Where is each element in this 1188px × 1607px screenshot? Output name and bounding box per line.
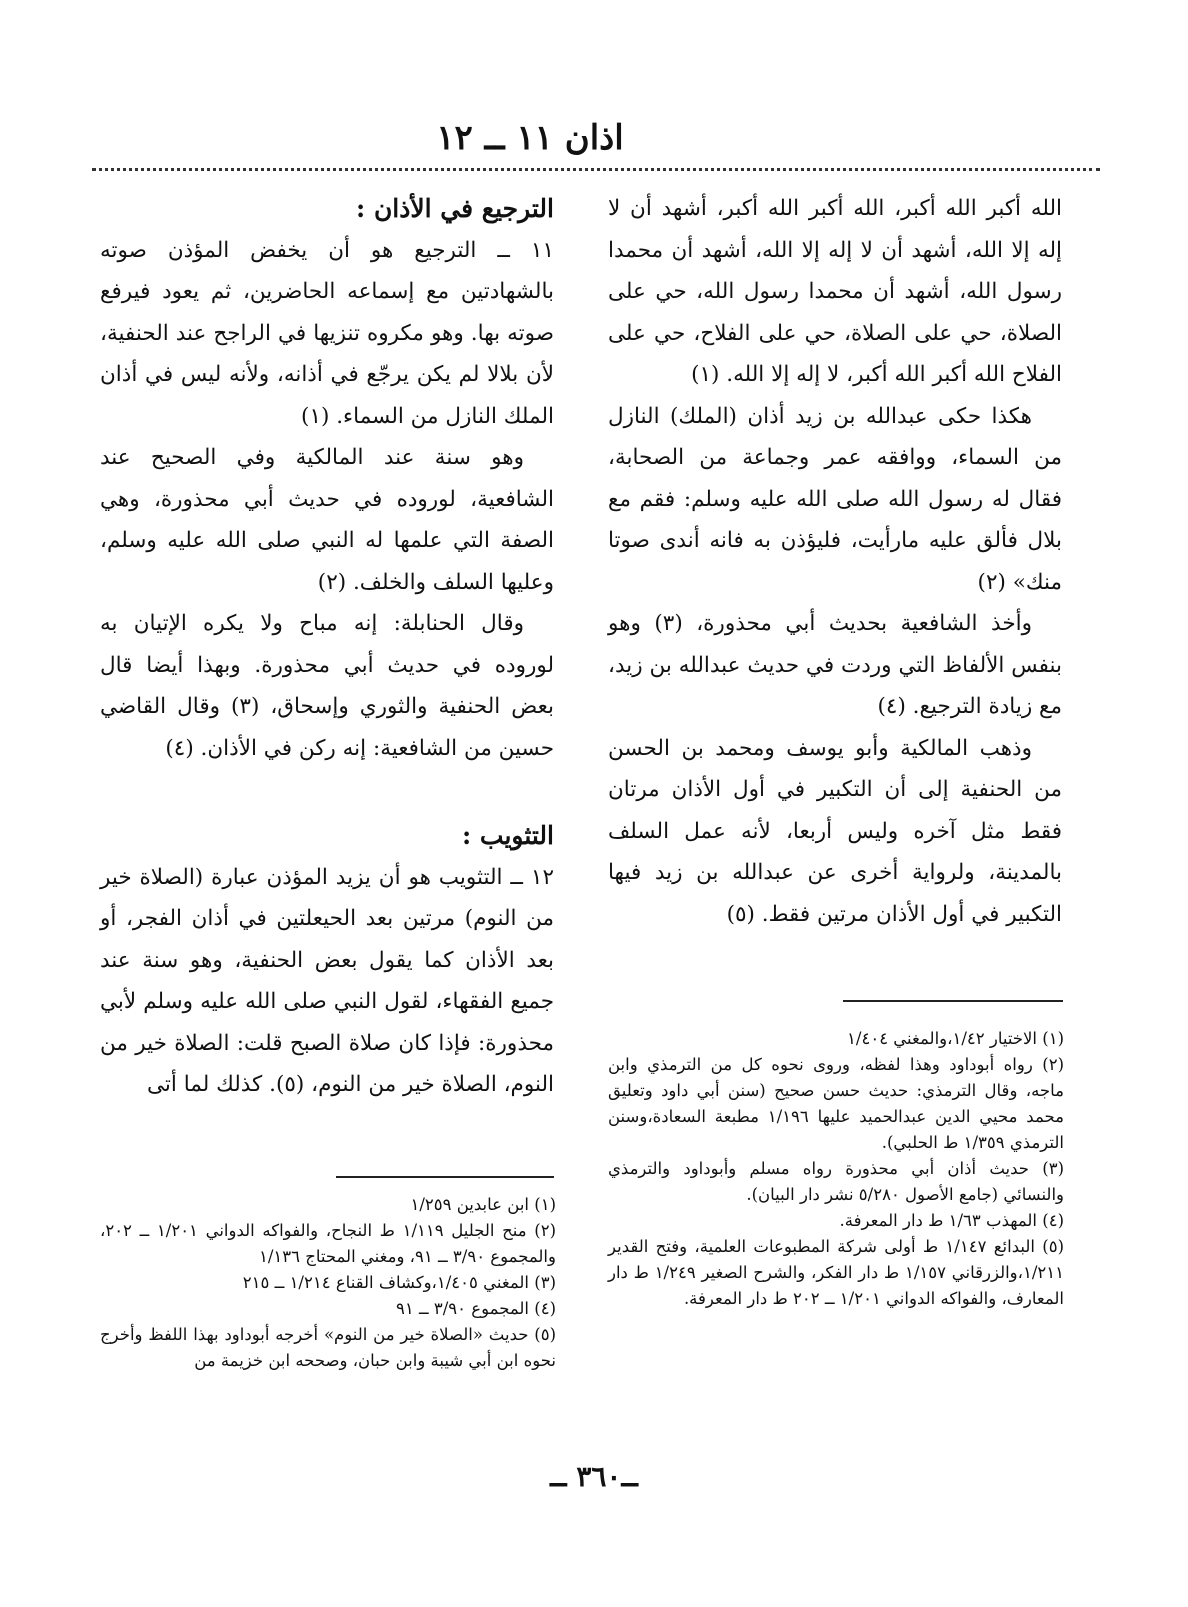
section-heading-tarji: الترجيع في الأذان : xyxy=(356,194,554,223)
footnotes-left xyxy=(100,1192,556,1374)
footnote: (٣) حديث أذان أبي محذورة رواه مسلم وأبوداود والترمذي والنسائي (جامع الأصول ٥/٢٨٠ نشر دار البيان). xyxy=(608,1159,1064,1204)
body-paragraph: ١٢ ــ التثويب هو أن يزيد المؤذن عبارة (الصلاة خير من النوم) مرتين بعد الحيعلتين في أذان الفجر، أو بعد الأذان كما يقول بعض الحنفية، وهو سنة عند جميع الفقهاء، لقول النبي صلى الله عليه وسلم لأبي محذورة: فإذا كان صلاة الصبح قلت: الصلاة خير من النوم، الصلاة خير من النوم، (٥). كذلك لما أتى xyxy=(100,864,554,1097)
footnote-rule xyxy=(843,1000,1063,1002)
body-paragraph: وأخذ الشافعية بحديث أبي محذورة، (٣) وهو بنفس الألفاظ التي وردت في حديث عبدالله بن زيد، مع زيادة الترجيع. (٤) xyxy=(608,611,1062,719)
body-paragraph: ١١ ــ الترجيع هو أن يخفض المؤذن صوته بالشهادتين مع إسماعه الحاضرين، ثم يعود فيرفع صوته بها. وهو مكروه تنزيها في الراجح عند الحنفية، لأن بلالا لم يكن يرجّع في أذانه، ولأنه ليس في أذان الملك النازل من السماء. (١) xyxy=(100,237,554,429)
footnote: (٤) المجموع ٣/٩٠ ــ ٩١ xyxy=(395,1299,556,1318)
footnotes-right xyxy=(608,1026,1064,1312)
footnote-rule xyxy=(336,1176,554,1178)
left-column xyxy=(100,188,554,1106)
body-paragraph: هكذا حكى عبدالله بن زيد أذان (الملك) النازل من السماء، ووافقه عمر وجماعة من الصحابة، فقال له رسول الله صلى الله عليه وسلم: فقم مع بلال فألق عليه مارأيت، فليؤذن به فانه أندى صوتا منك» (٢) xyxy=(608,403,1062,595)
body-paragraph: وهو سنة عند المالكية وفي الصحيح عند الشافعية، لوروده في حديث أبي محذورة، وهي الصفة التي علمها له النبي صلى الله عليه وسلم، وعليها السلف والخلف. (٢) xyxy=(100,445,554,595)
section-gap xyxy=(100,769,554,815)
body-paragraph: وذهب المالكية وأبو يوسف ومحمد بن الحسن من الحنفية إلى أن التكبير في أول الأذان مرتان فقط مثل آخره وليس أربعا، لأنه عمل السلف بالمدينة، ولرواية أخرى عن عبدالله بن زيد فيها التكبير في أول الأذان مرتين فقط. (٥) xyxy=(608,735,1062,927)
adhan-text-paragraph: الله أكبر الله أكبر، الله أكبر الله أكبر، أشهد أن لا إله إلا الله، أشهد أن لا إله إلا الله، أشهد أن محمدا رسول الله، أشهد أن محمدا رسول الله، حي على الصلاة، حي على الصلاة، حي على الفلاح، حي على الفلاح الله أكبر الله أكبر، لا إله إلا الله. (١) xyxy=(608,196,1062,387)
body-paragraph: وقال الحنابلة: إنه مباح ولا يكره الإتيان به لوروده في حديث أبي محذورة. وبهذا أيضا قال بعض الحنفية والثوري وإسحاق، (٣) وقال القاضي حسين من الشافعية: إنه ركن في الأذان. (٤) xyxy=(100,611,554,761)
footnote: (٤) المهذب ١/٦٣ ط دار المعرفة. xyxy=(839,1211,1064,1230)
footnote: (٥) البدائع ١/١٤٧ ط أولى شركة المطبوعات العلمية، وفتح القدير ١/٢١١،والزرقاني ١/١٥٧ ط دار الفكر، والشرح الصغير ١/٢٤٩ ط دار المعارف، والفواكه الدواني ١/٢٠١ ــ ٢٠٢ ط دار المعرفة. xyxy=(608,1237,1064,1308)
footnote: (٢) منح الجليل ١/١١٩ ط النجاح، والفواكه الدواني ١/٢٠١ ــ ٢٠٢، والمجموع ٣/٩٠ ــ ٩١، ومغني المحتاج ١/١٣٦ xyxy=(100,1221,557,1266)
section-heading-tathwib: التثويب : xyxy=(461,821,554,850)
right-column xyxy=(608,188,1062,935)
footnote: (٥) حديث «الصلاة خير من النوم» أخرجه أبوداود بهذا اللفظ وأخرج نحوه ابن أبي شيبة وابن حبان، وصححه ابن خزيمة من xyxy=(100,1325,556,1370)
footnote: (٣) المغني ١/٤٠٥،وكشاف القناع ١/٢١٤ ــ ٢١٥ xyxy=(242,1273,556,1292)
footnote: (٢) رواه أبوداود وهذا لفظه، وروى نحوه كل من الترمذي وابن ماجه، وقال الترمذي: حديث حسن صحيح (سنن أبي داود وتعليق محمد محيي الدين عبدالحميد عليها ١/١٩٦ مطبعة السعادة،وسنن الترمذي ١/٣٥٩ ط الحلبي). xyxy=(608,1055,1064,1152)
footnote: (١) ابن عابدين ١/٢٥٩ xyxy=(410,1195,556,1214)
header-dotted-rule xyxy=(92,168,1100,171)
page-number: ــ٣٦٠ ــ xyxy=(550,1460,638,1493)
footnote: (١) الاختيار ١/٤٢،والمغني ١/٤٠٤ xyxy=(847,1029,1064,1048)
running-header: اذان ١١ ــ ١٢ xyxy=(436,118,624,158)
